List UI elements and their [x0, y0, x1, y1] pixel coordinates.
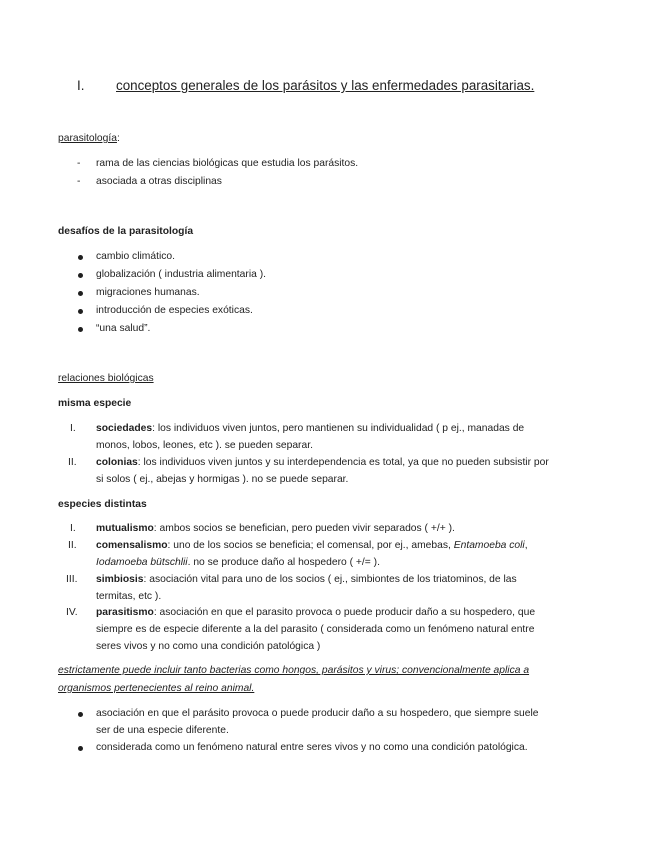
list-item-continuation: ser de una especie diferente. [96, 725, 229, 736]
item-numeral: III. [66, 574, 78, 585]
bullet [78, 746, 83, 751]
list-item: sociedades: los individuos viven juntos, pero mantienen su individualidad ( p ej., manadas de [96, 423, 525, 434]
list-item-continuation: seres vivos y no como una condición patológica ) [96, 641, 321, 652]
note-line: estrictamente puede incluir tanto bacterias como hongos, parásitos y virus; convencionalmente aplica a [58, 665, 530, 676]
list-item-continuation: monos, lobos, leones, etc ). se pueden separar. [96, 440, 313, 451]
list-item: parasitismo: asociación en que el parasito provoca o puede producir daño a su hospedero, que [96, 607, 536, 618]
list-item: asociación en que el parásito provoca o puede producir daño a su hospedero, que siempre suele [96, 708, 539, 719]
page-title: conceptos generales de los parásitos y las enfermedades parasitarias. [116, 78, 535, 93]
bullet [78, 309, 83, 314]
bullet [78, 273, 83, 278]
item-numeral: II. [68, 540, 77, 551]
list-item: “una salud”. [96, 323, 151, 334]
list-item: comensalismo: uno de los socios se beneficia; el comensal, por ej., amebas, Entamoeba coli, [96, 540, 528, 551]
bullet [78, 291, 83, 296]
list-item: colonias: los individuos viven juntos y su interdependencia es total, ya que no pueden subsistir por [96, 457, 549, 468]
dash-marker: - [77, 176, 81, 187]
item-numeral: II. [68, 457, 77, 468]
list-item-continuation: termitas, etc ). [96, 591, 162, 602]
list-item-continuation: siempre es de especie diferente a la del parasito ( considerada como un fenómeno natural entre [96, 624, 535, 635]
desafios-heading: desafíos de la parasitología [58, 226, 194, 237]
dash-marker: - [77, 158, 81, 169]
item-numeral: IV. [66, 607, 78, 618]
list-item-continuation: si solos ( ej., abejas y hormigas ). no se puede separar. [96, 474, 349, 485]
list-item: introducción de especies exóticas. [96, 305, 253, 316]
heading-numeral: I. [77, 78, 85, 93]
list-item: simbiosis: asociación vital para uno de los socios ( ej., simbiontes de los triatominos, de las [96, 574, 517, 585]
misma-especie-heading: misma especie [58, 398, 132, 409]
relaciones-heading: relaciones biológicas [58, 373, 154, 384]
list-item-continuation: Iodamoeba bütschlii. no se produce daño al hospedero ( +/= ). [96, 557, 380, 568]
list-item: rama de las ciencias biológicas que estudia los parásitos. [96, 158, 359, 169]
bullet [78, 327, 83, 332]
list-item: considerada como un fenómeno natural entre seres vivos y no como una condición patológica. [96, 742, 528, 753]
bullet [78, 712, 83, 717]
note-line: organismos pertenecientes al reino animal. [58, 683, 255, 694]
parasitologia-heading: parasitología: [58, 133, 120, 144]
item-numeral: I. [70, 523, 76, 534]
list-item: globalización ( industria alimentaria ). [96, 269, 266, 280]
bullet [78, 255, 83, 260]
list-item: cambio climático. [96, 251, 175, 262]
item-numeral: I. [70, 423, 76, 434]
list-item: asociada a otras disciplinas [96, 176, 222, 187]
list-item: migraciones humanas. [96, 287, 200, 298]
especies-distintas-heading: especies distintas [58, 499, 147, 510]
list-item: mutualismo: ambos socios se benefician, pero pueden vivir separados ( +/+ ). [96, 523, 455, 534]
